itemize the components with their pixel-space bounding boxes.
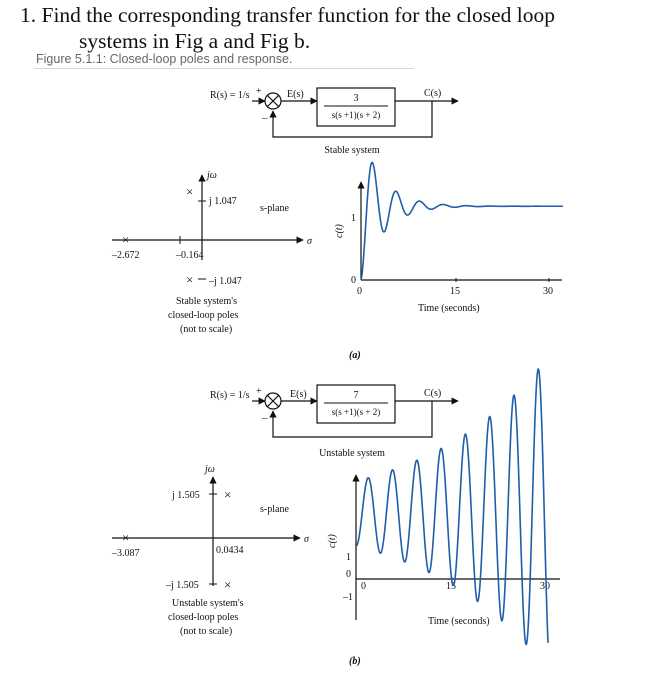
pole-im-neg-label-b: –j 1.505 xyxy=(166,580,199,591)
error-label-b: E(s) xyxy=(290,389,307,400)
not-to-scale-b: (not to scale) xyxy=(180,626,233,637)
pole-im-neg-label-a: –j 1.047 xyxy=(209,276,242,287)
y-tick-0-b: 0 xyxy=(346,569,351,580)
figure-caption: Figure 5.1.1: Closed-loop poles and response. xyxy=(36,52,293,66)
panel-label-b: (b) xyxy=(349,656,361,667)
tf-denominator-a: s(s +1)(s + 2) xyxy=(331,110,381,120)
block-diagram-a xyxy=(210,86,458,156)
panel-label-a: (a) xyxy=(349,350,361,361)
not-to-scale-a: (not to scale) xyxy=(180,324,233,335)
output-label-b: C(s) xyxy=(424,388,442,399)
pole-marker-upper-b: × xyxy=(224,487,232,502)
input-label-a: R(s) = 1/s xyxy=(210,90,250,101)
summing-junction-a xyxy=(265,93,281,109)
time-label-b: Time (seconds) xyxy=(428,616,490,627)
y-tick-m1-b: –1 xyxy=(343,592,353,603)
sum-plus-b: + xyxy=(256,386,262,397)
x-tick-0-a: 0 xyxy=(357,286,362,297)
poles-title1-b: Unstable system's xyxy=(172,598,244,609)
error-label-a: E(s) xyxy=(287,89,304,100)
block-diagram-b xyxy=(210,385,458,459)
pole-marker-real-b: × xyxy=(122,530,130,545)
x-tick-30-b: 30 xyxy=(540,581,550,592)
complex-re-label-b: 0.0434 xyxy=(216,545,244,556)
complex-re-label-a: –0.164 xyxy=(176,250,204,261)
system-label-b: Unstable system xyxy=(319,448,385,459)
pole-im-pos-label-a: j 1.047 xyxy=(209,196,237,207)
tf-numerator-a: 3 xyxy=(353,93,359,104)
x-tick-0-b: 0 xyxy=(361,581,366,592)
y-tick-1-a: 1 xyxy=(351,213,356,224)
s-plane-label-a: s-plane xyxy=(260,203,289,214)
y-tick-0-a: 0 xyxy=(351,275,356,286)
pole-marker-real-a: × xyxy=(122,232,130,247)
sum-minus-b: – xyxy=(262,412,268,424)
ct-label-b: c(t) xyxy=(327,534,338,548)
time-label-a: Time (seconds) xyxy=(418,303,480,314)
poles-title1-a: Stable system's xyxy=(176,296,237,307)
question-line-2: systems in Fig a and Fig b. xyxy=(79,29,311,53)
jw-axis-label-a: jω xyxy=(207,170,217,181)
output-label-a: C(s) xyxy=(424,88,442,99)
sigma-axis-label-a: σ xyxy=(307,236,312,247)
x-tick-15-a: 15 xyxy=(450,286,460,297)
summing-junction-b xyxy=(265,393,281,409)
pole-plot-b xyxy=(111,464,310,637)
response-plot-a xyxy=(334,162,563,361)
pole-marker-upper-a: × xyxy=(186,184,194,199)
s-plane-label-b: s-plane xyxy=(260,504,289,515)
pole-plot-a xyxy=(111,170,313,335)
jw-axis-label-b: jω xyxy=(205,464,215,475)
question-line-1: 1. Find the corresponding transfer function for the closed loop xyxy=(20,3,555,27)
response-curve-a xyxy=(361,162,563,280)
x-tick-15-b: 15 xyxy=(446,581,456,592)
pole-marker-lower-a: × xyxy=(186,272,194,287)
sum-minus-a: – xyxy=(262,112,268,124)
real-pole-label-a: –2.672 xyxy=(112,250,140,261)
pole-im-pos-label-b: j 1.505 xyxy=(172,490,200,501)
poles-title2-a: closed-loop poles xyxy=(168,310,239,321)
poles-title2-b: closed-loop poles xyxy=(168,612,239,623)
x-tick-30-a: 30 xyxy=(543,286,553,297)
pole-marker-lower-b: × xyxy=(224,577,232,592)
sigma-axis-label-b: σ xyxy=(304,534,309,545)
input-label-b: R(s) = 1/s xyxy=(210,390,250,401)
system-label-a: Stable system xyxy=(324,145,380,156)
tf-denominator-b: s(s +1)(s + 2) xyxy=(331,407,381,417)
ct-label-a: c(t) xyxy=(334,224,345,238)
y-tick-1-b: 1 xyxy=(346,552,351,563)
tf-numerator-b: 7 xyxy=(353,390,359,401)
sum-plus-a: + xyxy=(256,86,262,97)
real-pole-label-b: –3.087 xyxy=(112,548,140,559)
